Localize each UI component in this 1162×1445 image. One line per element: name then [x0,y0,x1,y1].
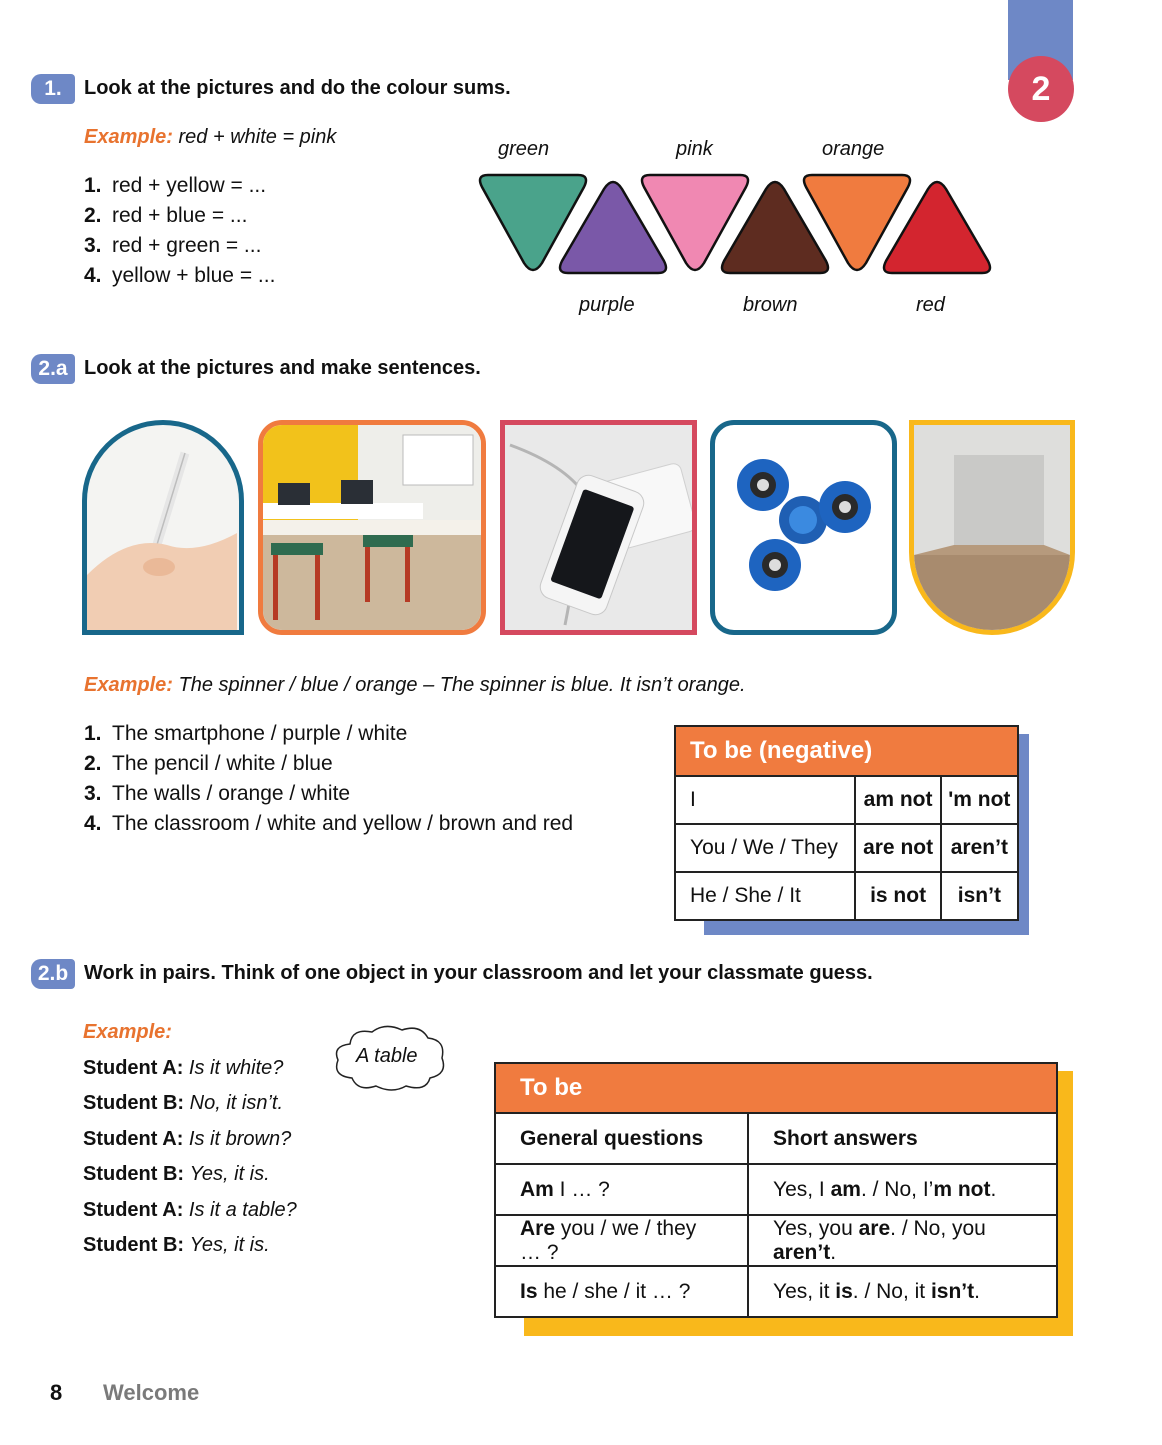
dialog-line: Student B: No, it isn’t. [83,1092,284,1114]
table-cell-full: am not [855,776,940,824]
example-label: Example: [84,126,173,148]
example-label: Example: [84,674,173,696]
unit-number: 2 [1008,56,1074,122]
table-cell-short: 'm not [941,776,1018,824]
label-orange: orange [822,138,885,160]
list-item: 4. The classroom / white and yellow / brown and red [84,812,574,835]
to-be-table [494,1062,1058,1318]
exercise-2a-instruction: Look at the pictures and make sentences. [84,357,481,379]
example-dialog [83,1015,297,1264]
list-item: 1. red + yellow = ... [84,174,267,197]
dialog-line: Student A: Is it brown? [83,1127,292,1150]
label-purple: purple [579,294,635,316]
example-text: The spinner / blue / orange – The spinner is blue. It isn’t orange. [178,674,746,696]
page-number: 8 [50,1380,63,1405]
list-item: 2. red + blue = ... [84,204,248,227]
label-brown: brown [743,294,798,316]
table-row [675,776,1018,824]
table-cell-subject: I [675,776,855,824]
smartphone-illustration [505,425,692,630]
table-cell-full: are not [855,824,940,872]
dialog-line: Student B: Yes, it is. [83,1234,270,1256]
list-item: 1. The smartphone / purple / white [84,722,408,745]
smartphone-photo [500,420,697,635]
dialog-line: Student B: Yes, it is. [83,1163,270,1185]
table-cell-answer: Yes, you are. / No, you aren’t. [748,1215,1057,1266]
to-be-negative-table [674,725,1019,921]
column-header: General questions [495,1113,748,1164]
exercise-2a-list [84,719,573,839]
colour-triangles [470,165,1000,290]
classroom-photo [258,420,486,635]
list-item: 3. red + green = ... [84,234,262,257]
table-cell-full: is not [855,872,940,920]
table-row [675,824,1018,872]
table-cell-answer: Yes, it is. / No, it isn’t. [748,1266,1057,1317]
table-cell-subject: He / She / It [675,872,855,920]
list-item: 4. yellow + blue = ... [84,264,276,287]
table-title: To be (negative) [675,726,1018,776]
label-green: green [498,138,550,160]
label-pink: pink [676,138,713,160]
table-cell-answer: Yes, I am. / No, I’m not. [748,1164,1057,1215]
classroom-illustration [263,425,481,630]
pencil-photo [82,420,244,635]
table-row [675,872,1018,920]
dialog-line: Student A: Is it a table? [83,1198,297,1221]
table-row [495,1266,1057,1317]
table-title: To be [495,1063,1057,1113]
exercise-2b-badge: 2.b [31,959,75,989]
exercise-2a-badge: 2.a [31,354,75,384]
thought-text: A table [356,1045,418,1067]
spinner-illustration [715,425,892,630]
dialog-line: Student A: Is it white? [83,1056,284,1079]
spinner-photo [710,420,897,635]
table-row [495,1215,1057,1266]
table-cell-question: Are you / we / they … ? [495,1215,748,1266]
table-cell-short: isn’t [941,872,1018,920]
table-row [495,1164,1057,1215]
example-text: red + white = pink [178,126,337,148]
label-red: red [916,294,945,316]
example-label: Example: [83,1021,172,1043]
pencil-illustration [87,425,239,630]
list-item: 2. The pencil / white / blue [84,752,333,775]
table-header-row [495,1113,1057,1164]
room-photo [909,420,1075,635]
section-name: Welcome [103,1380,200,1405]
exercise-2b-instruction: Work in pairs. Think of one object in your classroom and let your classmate guess. [84,962,873,984]
room-illustration [914,425,1070,630]
exercise-1-instruction: Look at the pictures and do the colour sums. [84,77,511,99]
table-cell-question: Am I … ? [495,1164,748,1215]
table-cell-short: aren’t [941,824,1018,872]
exercise-2a-example [84,674,746,697]
table-cell-question: Is he / she / it … ? [495,1266,748,1317]
exercise-1-example [84,126,336,149]
column-header: Short answers [748,1113,1057,1164]
list-item: 3. The walls / orange / white [84,782,351,805]
exercise-1-badge: 1. [31,74,75,104]
exercise-1-list [84,171,275,291]
table-cell-subject: You / We / They [675,824,855,872]
